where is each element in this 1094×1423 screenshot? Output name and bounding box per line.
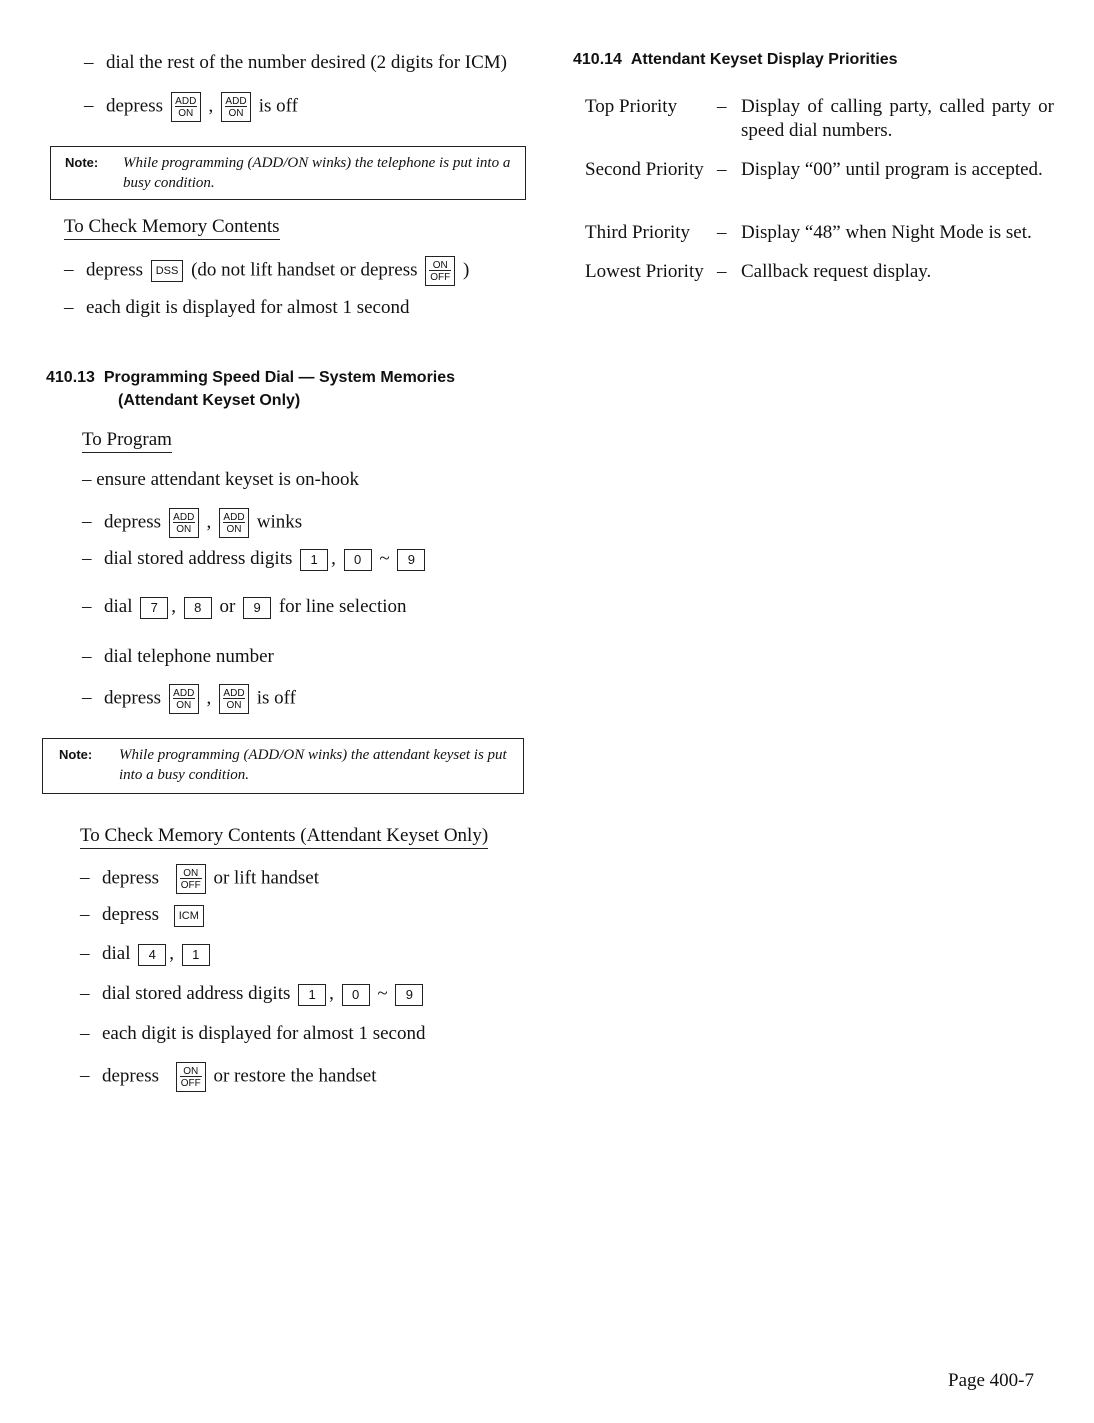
each-digit-line: – each digit is displayed for almost 1 second	[80, 1023, 426, 1044]
page-number: Page 400-7	[948, 1370, 1035, 1391]
priority-dash: –	[717, 222, 727, 243]
digit-9-key: 9	[397, 549, 425, 571]
priority-dash: –	[717, 159, 727, 180]
check-attendant-heading: To Check Memory Contents (Attendant Keyset Only)	[80, 825, 488, 847]
digit-9-key: 9	[395, 984, 423, 1006]
add-on-key: ADD ON	[219, 508, 249, 538]
depress-icm-line: – depress ICM	[80, 904, 207, 927]
digit-0-key: 0	[344, 549, 372, 571]
note-attendant-busy: Note: While programming (ADD/ON winks) the attendant keyset is put into a busy condition.	[42, 738, 524, 794]
depress-winks-line: – depress ADD ON , ADD ON winks	[82, 508, 302, 538]
dial-stored-line: – dial stored address digits 1 , 0 ~ 9	[82, 548, 428, 571]
digit-9-key: 9	[243, 597, 271, 619]
dial-stored-attendant-line: – dial stored address digits 1 , 0 ~ 9	[80, 983, 426, 1006]
priority-dash: –	[717, 96, 727, 117]
digit-4-key: 4	[138, 944, 166, 966]
priority-text: Callback request display.	[741, 261, 932, 282]
on-off-key: ON OFF	[425, 256, 455, 286]
depress-addon-line: – depress ADD ON , ADD ON is off	[84, 92, 298, 122]
digit-1-key: 1	[298, 984, 326, 1006]
dss-key: DSS	[151, 260, 184, 282]
priority-label: Second Priority	[585, 159, 704, 180]
digit-7-key: 7	[140, 597, 168, 619]
digit-1-key: 1	[300, 549, 328, 571]
note-telephone-busy: Note: While programming (ADD/ON winks) the telephone is put into a busy condition.	[50, 146, 526, 200]
priority-text: Display “48” when Night Mode is set.	[741, 222, 1032, 243]
check-memory-heading: To Check Memory Contents	[64, 216, 280, 238]
dial-telephone-line: – dial telephone number	[82, 646, 274, 667]
check-memory-line1: – depress DSS (do not lift handset or depress ON OFF )	[64, 256, 469, 286]
check-memory-line2: – each digit is displayed for almost 1 second	[64, 297, 410, 318]
section-410-13-subtitle: (Attendant Keyset Only)	[118, 392, 301, 409]
add-on-key: ADD ON	[169, 684, 199, 714]
priority-text: Display “00” until program is accepted.	[741, 159, 1043, 180]
on-off-key: ON OFF	[176, 1062, 206, 1092]
add-on-key: ADD ON	[221, 92, 251, 122]
add-on-key: ADD ON	[171, 92, 201, 122]
section-410-13-title: 410.13 Programming Speed Dial — System Memories	[46, 369, 456, 386]
priority-text: Display of calling party, called party or speed dial numbers.	[741, 96, 1054, 141]
depress-restore-line: – depress ON OFF or restore the handset	[80, 1062, 377, 1092]
to-program-heading: To Program	[82, 429, 172, 451]
ensure-onhook-line: – ensure attendant keyset is on-hook	[82, 469, 360, 490]
priority-dash: –	[717, 261, 727, 282]
section-410-14-title: 410.14 Attendant Keyset Display Priorities	[573, 51, 898, 68]
priority-label: Top Priority	[585, 96, 678, 117]
dial-41-line: – dial 4 , 1	[80, 943, 213, 966]
digit-1-key: 1	[182, 944, 210, 966]
add-on-key: ADD ON	[169, 508, 199, 538]
dial-line-selection: – dial 7 , 8 or 9 for line selection	[82, 596, 407, 617]
add-on-key: ADD ON	[219, 684, 249, 714]
digit-0-key: 0	[342, 984, 370, 1006]
priority-label: Third Priority	[585, 222, 691, 243]
icm-key: ICM	[174, 905, 204, 927]
depress-is-off-line: – depress ADD ON , ADD ON is off	[82, 684, 296, 714]
on-off-key: ON OFF	[176, 864, 206, 894]
dial-rest-line: – dial the rest of the number desired (2 digits for ICM)	[84, 52, 508, 73]
priority-label: Lowest Priority	[585, 261, 704, 282]
depress-lift-line: – depress ON OFF or lift handset	[80, 864, 319, 894]
digit-8-key: 8	[184, 597, 212, 619]
